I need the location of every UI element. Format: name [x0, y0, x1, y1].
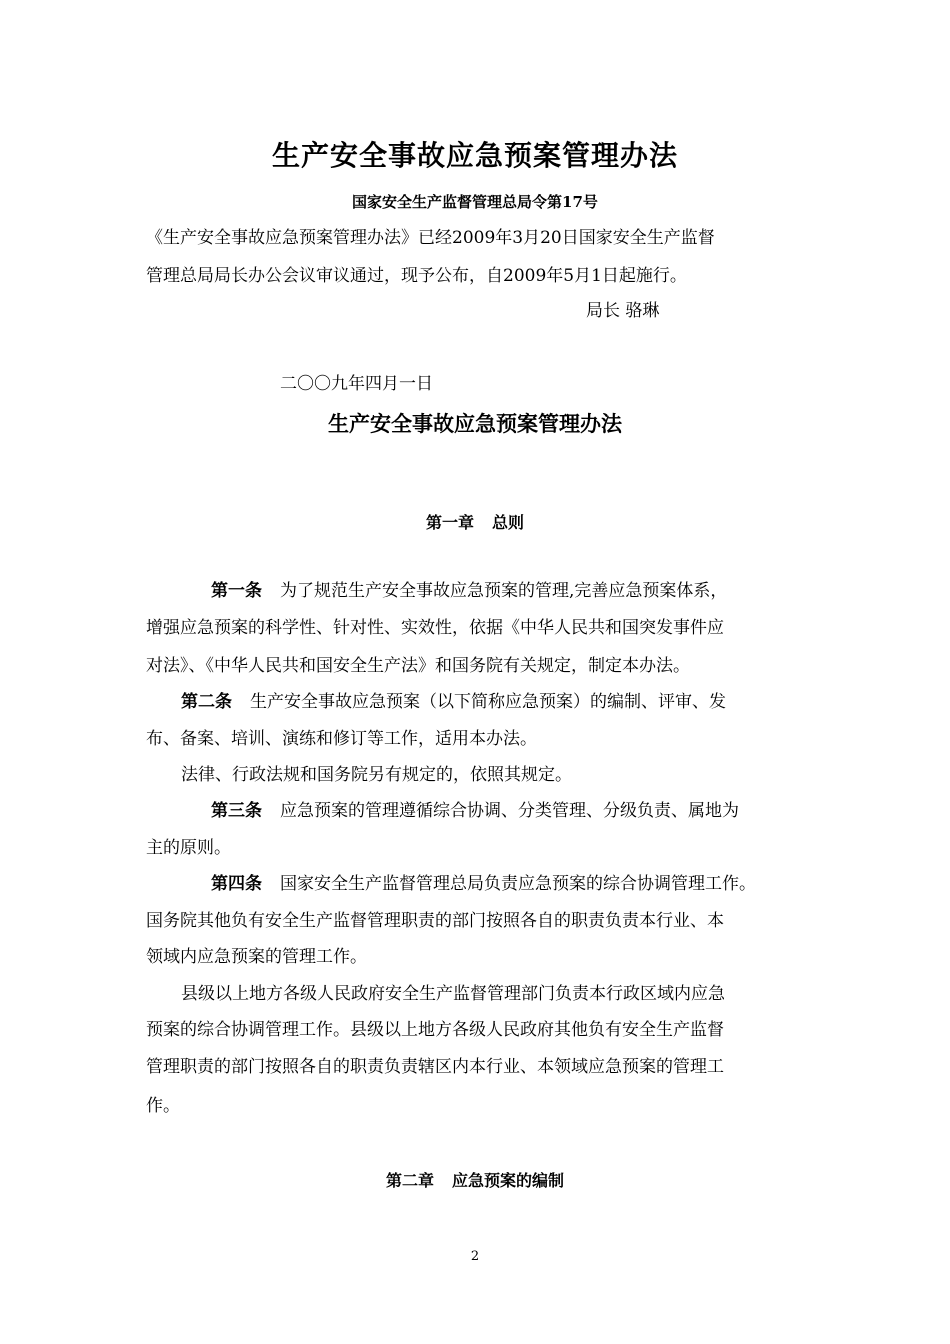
article-1-line-2: 增强应急预案的科学性、针对性、实效性，依据《中华人民共和国突发事件应 — [146, 618, 724, 638]
intro-line-1: 《生产安全事故应急预案管理办法》已经2009年3月20日国家安全生产监督 — [146, 228, 715, 248]
article-3-line-2: 主的原则。 — [146, 838, 231, 858]
issue-date: 二〇〇九年四月一日 — [280, 374, 433, 394]
article-4-line-1 — [211, 874, 756, 894]
article-1-line-1 — [211, 581, 727, 601]
article-4-line-6: 管理职责的部门按照各自的职责负责辖区内本行业、本领域应急预案的管理工 — [146, 1057, 724, 1077]
article-3-text-1: 应急预案的管理遵循综合协调、分类管理、分级负责、属地为 — [280, 801, 739, 821]
order-number: 国家安全生产监督管理总局令第17号 — [352, 193, 598, 211]
article-4-line-3: 领域内应急预案的管理工作。 — [146, 947, 367, 967]
article-4-line-5: 预案的综合协调管理工作。县级以上地方各级人民政府其他负有安全生产监督 — [146, 1020, 724, 1040]
intro-line-2: 管理总局局长办公会议审议通过，现予公布，自2009年5月1日起施行。 — [146, 266, 687, 286]
article-1-head: 第一条 — [211, 581, 262, 601]
article-2-head: 第二条 — [181, 692, 232, 712]
signature: 局长 骆琳 — [586, 301, 660, 321]
article-2-text-1: 生产安全事故应急预案（以下简称应急预案）的编制、评审、发 — [250, 692, 726, 712]
page-number: 2 — [470, 1249, 480, 1264]
article-4-text-1: 国家安全生产监督管理总局负责应急预案的综合协调管理工作。 — [280, 874, 756, 894]
article-3-line-1 — [211, 801, 739, 821]
chapter-2-number: 第二章 — [385, 1171, 434, 1190]
article-3-head: 第三条 — [211, 801, 262, 821]
article-2-line-3: 法律、行政法规和国务院另有规定的，依照其规定。 — [181, 765, 572, 785]
chapter-2-heading — [0, 1168, 950, 1191]
article-4-head: 第四条 — [211, 874, 262, 894]
article-1-text-1: 为了规范生产安全事故应急预案的管理,完善应急预案体系， — [280, 581, 728, 601]
article-2-line-2: 布、备案、培训、演练和修订等工作，适用本办法。 — [146, 729, 537, 749]
article-4-line-4: 县级以上地方各级人民政府安全生产监督管理部门负责本行政区域内应急 — [181, 984, 725, 1004]
chapter-1-heading — [0, 510, 950, 533]
article-4-line-7: 作。 — [146, 1096, 180, 1116]
article-2-line-1 — [181, 692, 726, 712]
document-title-repeat: 生产安全事故应急预案管理办法 — [328, 411, 622, 436]
chapter-1-name: 总则 — [492, 513, 525, 532]
document-title: 生产安全事故应急预案管理办法 — [271, 139, 678, 172]
article-4-line-2: 国务院其他负有安全生产监督管理职责的部门按照各自的职责负责本行业、本 — [146, 911, 724, 931]
chapter-1-number: 第一章 — [425, 513, 474, 532]
chapter-2-name: 应急预案的编制 — [452, 1171, 565, 1190]
article-1-line-3: 对法》、《中华人民共和国安全生产法》和国务院有关规定，制定本办法。 — [146, 656, 690, 676]
